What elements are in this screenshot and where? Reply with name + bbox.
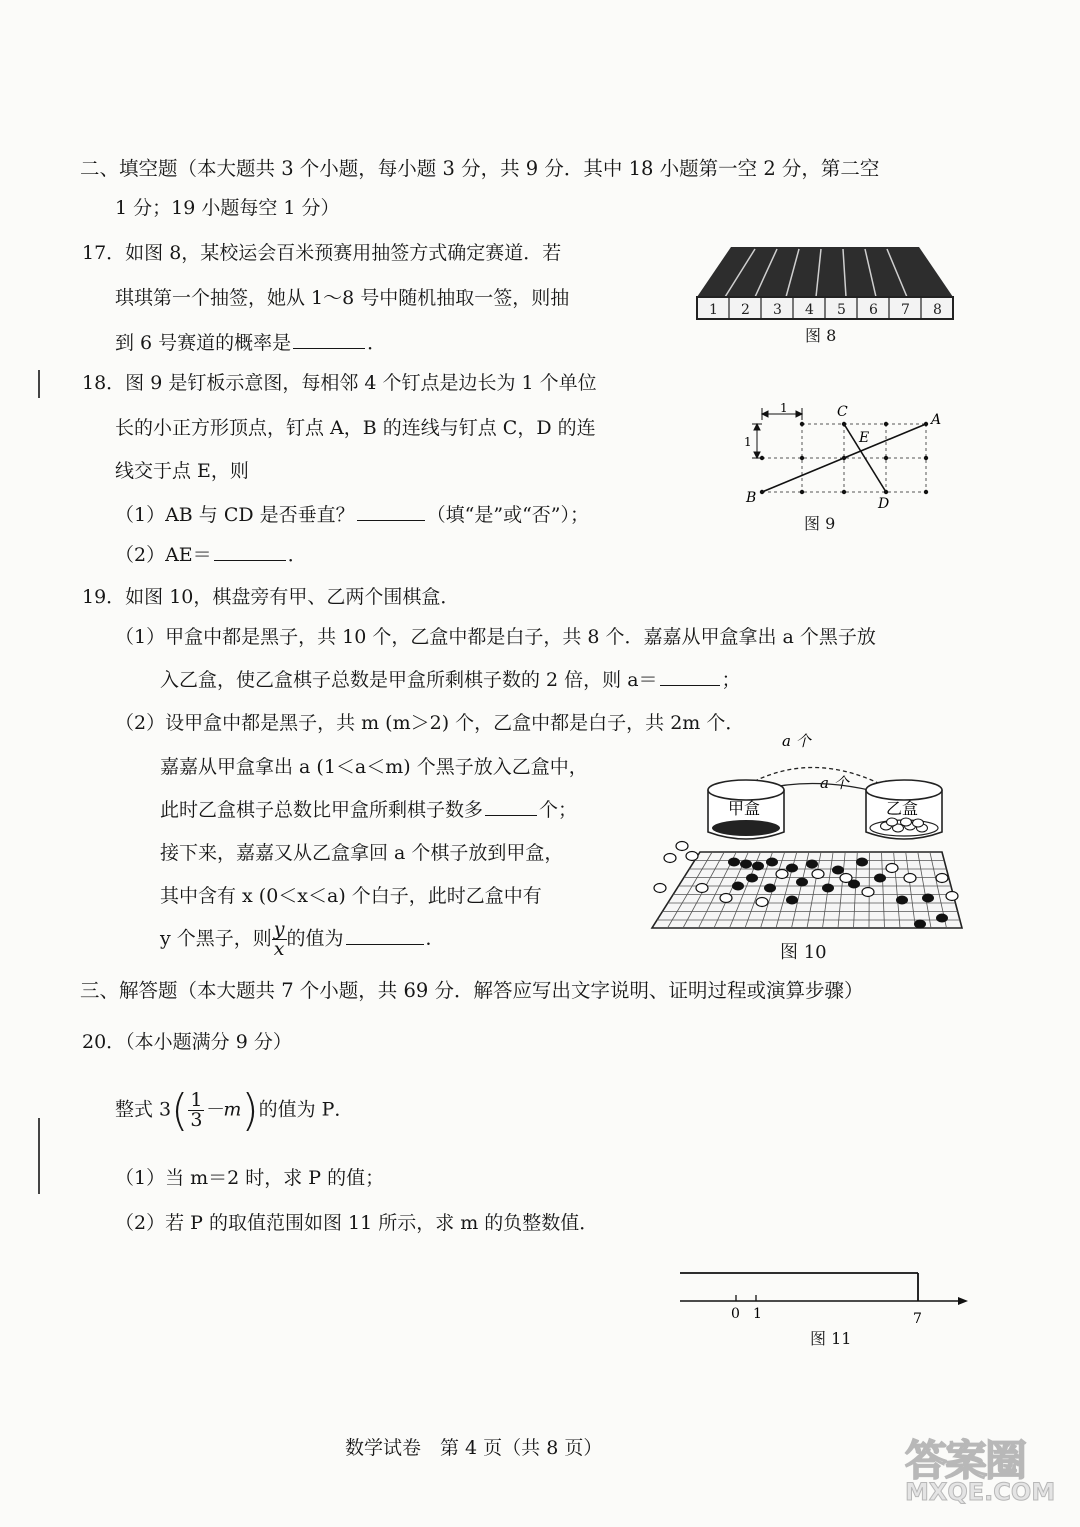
expression-text-end: 的值为 P．	[258, 1098, 354, 1121]
white-stone	[686, 852, 698, 861]
lane-number: 5	[837, 302, 846, 318]
lane-number: 1	[709, 302, 718, 318]
tick-label-7: 7	[913, 1311, 922, 1327]
question-17-text-end: ．	[367, 332, 387, 354]
question-19-part-2-line: 嘉嘉从甲盒拿出 a (1＜a＜m) 个黑子放入乙盒中，	[160, 756, 588, 778]
part-2-text-end: ．	[425, 927, 445, 950]
answer-blank[interactable]	[485, 795, 537, 816]
white-stone	[936, 874, 948, 883]
question-20-part-1: （1）当 m＝2 时，求 P 的值；	[115, 1167, 385, 1189]
answer-blank[interactable]	[214, 540, 286, 561]
scan-margin-mark	[38, 370, 40, 398]
black-stone	[746, 874, 758, 883]
question-20-expression	[115, 1085, 353, 1136]
black-stone	[786, 896, 798, 905]
black-stone	[922, 894, 934, 903]
part-2-text: 此时乙盒棋子总数比甲盒所剩棋子数多	[160, 799, 484, 821]
section-heading: 三、解答题（本大题共 7 个小题，共 69 分．解答应写出文字说明、证明过程或演算步骤）	[80, 979, 864, 1002]
black-stone	[936, 914, 948, 923]
question-20-title: 20．（本小题满分 9 分）	[82, 1031, 292, 1053]
bowl-b-label: 乙盒	[886, 799, 919, 818]
part-2-text-mid: 的值为	[286, 927, 344, 950]
point-label-c: C	[837, 404, 848, 420]
white-stone	[720, 894, 732, 903]
unit-label-vertical: 1	[744, 435, 752, 449]
figure-11-caption: 图 11	[810, 1329, 852, 1348]
point-label-d: D	[878, 496, 890, 512]
axis-arrow	[958, 1297, 968, 1305]
tick-label-1: 1	[753, 1306, 762, 1322]
question-17-line: 琪琪第一个抽签，她从 1～8 号中随机抽取一签，则抽	[115, 287, 570, 309]
black-stone	[732, 882, 744, 891]
part-2-text: y 个黑子，则	[160, 927, 272, 950]
black-stone	[752, 862, 764, 871]
answer-blank[interactable]	[293, 328, 365, 349]
question-18-line: 18．图 9 是钉板示意图，每相邻 4 个钉点是边长为 1 个单位	[82, 372, 597, 394]
arrow-label-bottom: a 个	[820, 774, 849, 792]
white-stone	[756, 898, 768, 907]
question-19-line: 19．如图 10，棋盘旁有甲、乙两个围棋盒．	[82, 586, 460, 608]
question-18-part-1	[115, 500, 589, 527]
part-2-text: （2）AE＝	[115, 544, 212, 566]
lane-number: 6	[869, 302, 878, 318]
lane-number: 2	[741, 302, 750, 318]
black-stone	[822, 884, 834, 893]
white-stone	[776, 870, 788, 879]
watermark-url: MXQE.COM	[905, 1478, 1056, 1506]
black-stone	[728, 858, 740, 867]
unit-markers	[752, 408, 802, 458]
track-surface	[697, 247, 953, 297]
question-19-part-1-line	[160, 665, 741, 692]
question-19-part-2-line: （2）设甲盒中都是黑子，共 m (m＞2) 个，乙盒中都是白子，共 2m 个．	[115, 712, 745, 734]
white-stone	[676, 842, 688, 851]
bowl-a-label: 甲盒	[728, 799, 761, 818]
question-17-line	[115, 328, 386, 355]
part-2-text-end: ．	[287, 544, 307, 566]
black-stone	[764, 884, 776, 893]
part-1-text-end: ；	[721, 669, 741, 691]
section-heading-continued: 1 分；19 小题每空 1 分）	[115, 197, 340, 219]
expression-minus-m: －m	[204, 1098, 242, 1121]
fraction-y-over-x: $\frac{y}{x}$	[273, 918, 285, 960]
question-19-part-2-line	[160, 920, 445, 959]
part-1-text: 入乙盒，使乙盒棋子总数是甲盒所剩棋子数的 2 倍，则 a＝	[160, 669, 658, 691]
watermark-logo: 答案圈	[905, 1436, 1026, 1485]
question-18-part-2	[115, 540, 307, 567]
point-label-b: B	[746, 490, 757, 506]
white-stone	[654, 884, 666, 893]
lane-number: 7	[901, 302, 910, 318]
white-stone	[840, 874, 852, 883]
question-19-part-2-line: 其中含有 x (0＜x＜a) 个白子，此时乙盒中有	[160, 885, 542, 907]
answer-blank[interactable]	[346, 924, 424, 945]
white-stone	[886, 864, 898, 873]
part-1-hint: （填“是”或“否”）；	[426, 504, 590, 526]
black-stone	[740, 860, 752, 869]
white-stone	[696, 884, 708, 893]
section-heading: 二、填空题（本大题共 3 个小题，每小题 3 分，共 9 分．其中 18 小题第一空 2 分，第二空	[80, 157, 880, 180]
black-stone	[806, 860, 818, 869]
point-label-a: A	[931, 412, 942, 428]
figure-8-caption: 图 8	[805, 326, 837, 345]
black-stone	[914, 920, 926, 929]
white-stone	[887, 818, 898, 826]
white-stone	[946, 892, 958, 901]
black-stone	[796, 878, 808, 887]
white-stone	[862, 888, 874, 897]
scan-margin-mark	[38, 1118, 40, 1194]
lane-number: 3	[773, 302, 782, 318]
black-stone	[856, 858, 868, 867]
white-stone	[913, 819, 924, 827]
question-17-line: 17．如图 8，某校运会百米预赛用抽签方式确定赛道．若	[82, 242, 562, 264]
question-19-part-2-line: 接下来，嘉嘉又从乙盒拿回 a 个棋子放到甲盒，	[160, 842, 564, 864]
figure-9-peg-board	[740, 400, 940, 512]
figure-11-number-line	[676, 1265, 976, 1327]
black-stone	[832, 866, 844, 875]
black-stone	[766, 858, 778, 867]
figure-10-go-board	[642, 728, 972, 934]
paren-close: )	[241, 1085, 259, 1136]
answer-blank[interactable]	[660, 665, 720, 686]
black-stone	[874, 874, 886, 883]
question-17-text: 到 6 号赛道的概率是	[115, 332, 292, 354]
part-1-text: （1）AB 与 CD 是否垂直？	[115, 504, 355, 526]
question-19-part-1-line: （1）甲盒中都是黑子，共 10 个，乙盒中都是白子，共 8 个．嘉嘉从甲盒拿出 a 个黑子放	[115, 626, 876, 648]
page-footer: 数学试卷 第 4 页（共 8 页）	[345, 1437, 603, 1459]
question-19-part-2-line	[160, 795, 577, 822]
unit-label-horizontal: 1	[780, 401, 788, 415]
question-18-line: 线交于点 E，则	[115, 460, 249, 482]
question-20-part-2: （2）若 P 的取值范围如图 11 所示，求 m 的负整数值．	[115, 1212, 599, 1234]
part-2-text-end: 个；	[539, 799, 578, 821]
question-18-line: 长的小正方形顶点，钉点 A，B 的连线与钉点 C，D 的连	[115, 417, 596, 439]
paren-open: (	[171, 1085, 189, 1136]
figure-8-race-track	[695, 245, 955, 323]
fraction-one-third: $\frac{1}{3}$	[190, 1089, 203, 1131]
figure-10-caption: 图 10	[780, 942, 827, 963]
white-stone	[664, 854, 676, 863]
lane-number: 4	[805, 302, 814, 318]
white-stone	[901, 818, 912, 826]
answer-blank[interactable]	[357, 500, 425, 521]
black-stone	[786, 864, 798, 873]
figure-9-caption: 图 9	[804, 514, 836, 533]
white-stone	[812, 870, 824, 879]
tick-label-0: 0	[731, 1306, 740, 1322]
point-label-e: E	[859, 430, 870, 446]
white-stone	[904, 874, 916, 883]
expression-text: 整式 3	[115, 1098, 172, 1121]
black-stone	[896, 896, 908, 905]
lane-number: 8	[933, 302, 942, 318]
arrow-label-top: a 个	[782, 732, 811, 750]
